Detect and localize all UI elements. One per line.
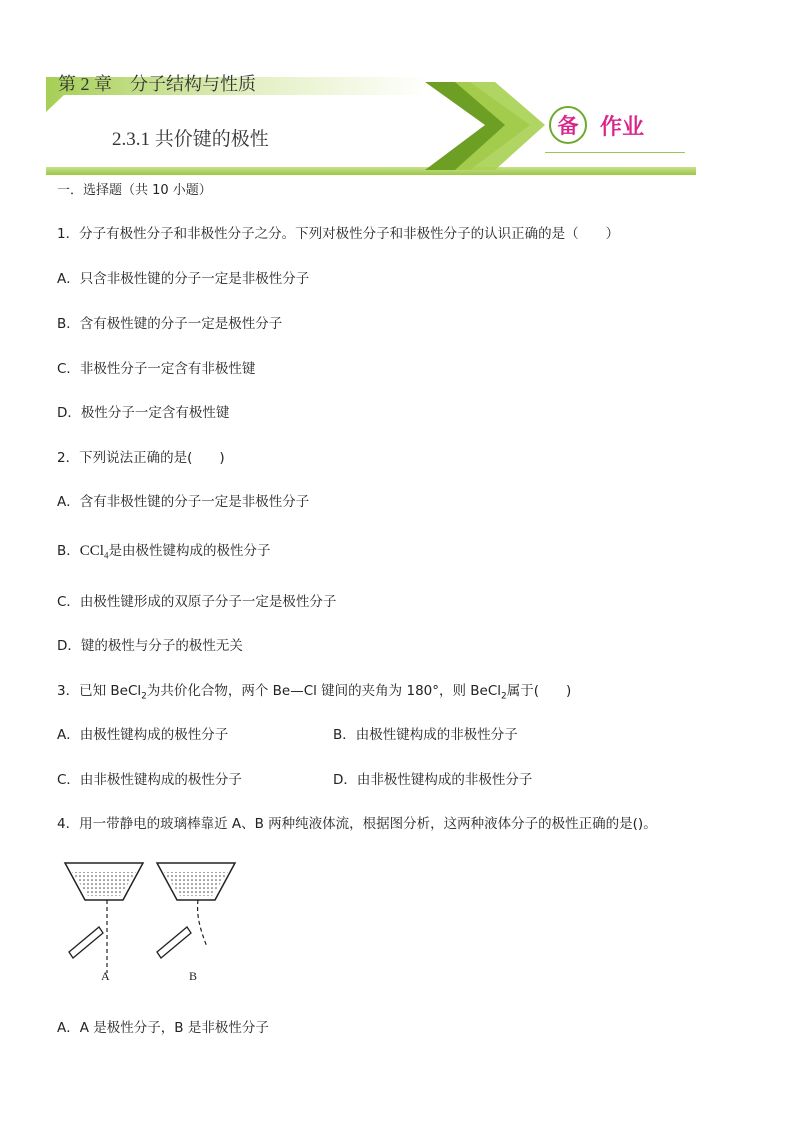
question-1-option-a: A．只含非极性键的分子一定是非极性分子 <box>57 271 310 287</box>
badge-underline <box>545 152 685 153</box>
chapter-title: 第 2 章 分子结构与性质 <box>58 74 256 94</box>
banner-bottom-bar <box>46 167 696 175</box>
funnel-b <box>157 863 235 958</box>
question-2-option-d: D．键的极性与分子的极性无关 <box>57 638 243 654</box>
ccl4-subscript: 4 <box>103 550 109 561</box>
question-2-option-b <box>57 539 270 561</box>
q3-stem-part-1: 3．已知 BeCl <box>57 683 142 699</box>
question-2-stem: 2．下列说法正确的是( ) <box>57 450 225 466</box>
question-4-option-a: A．A 是极性分子，B 是非极性分子 <box>57 1020 269 1036</box>
ccl4-formula: CCl <box>79 543 104 559</box>
question-1-option-d: D．极性分子一定含有极性键 <box>57 405 230 421</box>
question-4-stem: 4．用一带静电的玻璃棒靠近 A、B 两种纯液体流，根据图分析，这两种液体分子的极性正确的是()。 <box>57 816 657 832</box>
section-title-header: 2.3.1 共价键的极性 <box>112 129 269 150</box>
figure-label-a: A <box>101 969 110 983</box>
liquid-stream-figure <box>55 855 245 990</box>
question-3-stem <box>57 679 571 702</box>
badge-label: 作业 <box>600 115 645 140</box>
option-b-rest: 是由极性键构成的极性分子 <box>108 543 271 559</box>
figure-label-b: B <box>189 969 198 983</box>
q3-subscript-2: 2 <box>501 691 507 702</box>
question-3-option-d: D．由非极性键构成的非极性分子 <box>333 772 533 788</box>
question-2-option-c: C．由极性键形成的双原子分子一定是极性分子 <box>57 594 337 610</box>
badge-icon <box>549 106 587 144</box>
option-b-letter: B． <box>57 543 80 559</box>
q3-stem-part-3: 属于( ) <box>506 683 572 699</box>
funnel-a <box>65 863 143 973</box>
question-section-heading: 一．选择题（共 10 小题） <box>57 183 212 198</box>
q3-subscript-1: 2 <box>141 691 147 702</box>
question-2-option-a: A．含有非极性键的分子一定是非极性分子 <box>57 494 310 510</box>
question-3-option-b: B．由极性键构成的非极性分子 <box>333 727 518 743</box>
question-3-option-a: A．由极性键构成的极性分子 <box>57 727 229 743</box>
question-3-option-c: C．由非极性键构成的极性分子 <box>57 772 242 788</box>
question-1-stem: 1．分子有极性分子和非极性分子之分。下列对极性分子和非极性分子的认识正确的是（ ） <box>57 226 620 242</box>
q3-stem-part-2: 为共价化合物，两个 Be—Cl 键间的夹角为 180°，则 BeCl <box>146 683 502 699</box>
question-1-option-b: B．含有极性键的分子一定是极性分子 <box>57 316 283 332</box>
question-1-option-c: C．非极性分子一定含有非极性键 <box>57 361 256 377</box>
badge-char: 备 <box>557 114 579 138</box>
